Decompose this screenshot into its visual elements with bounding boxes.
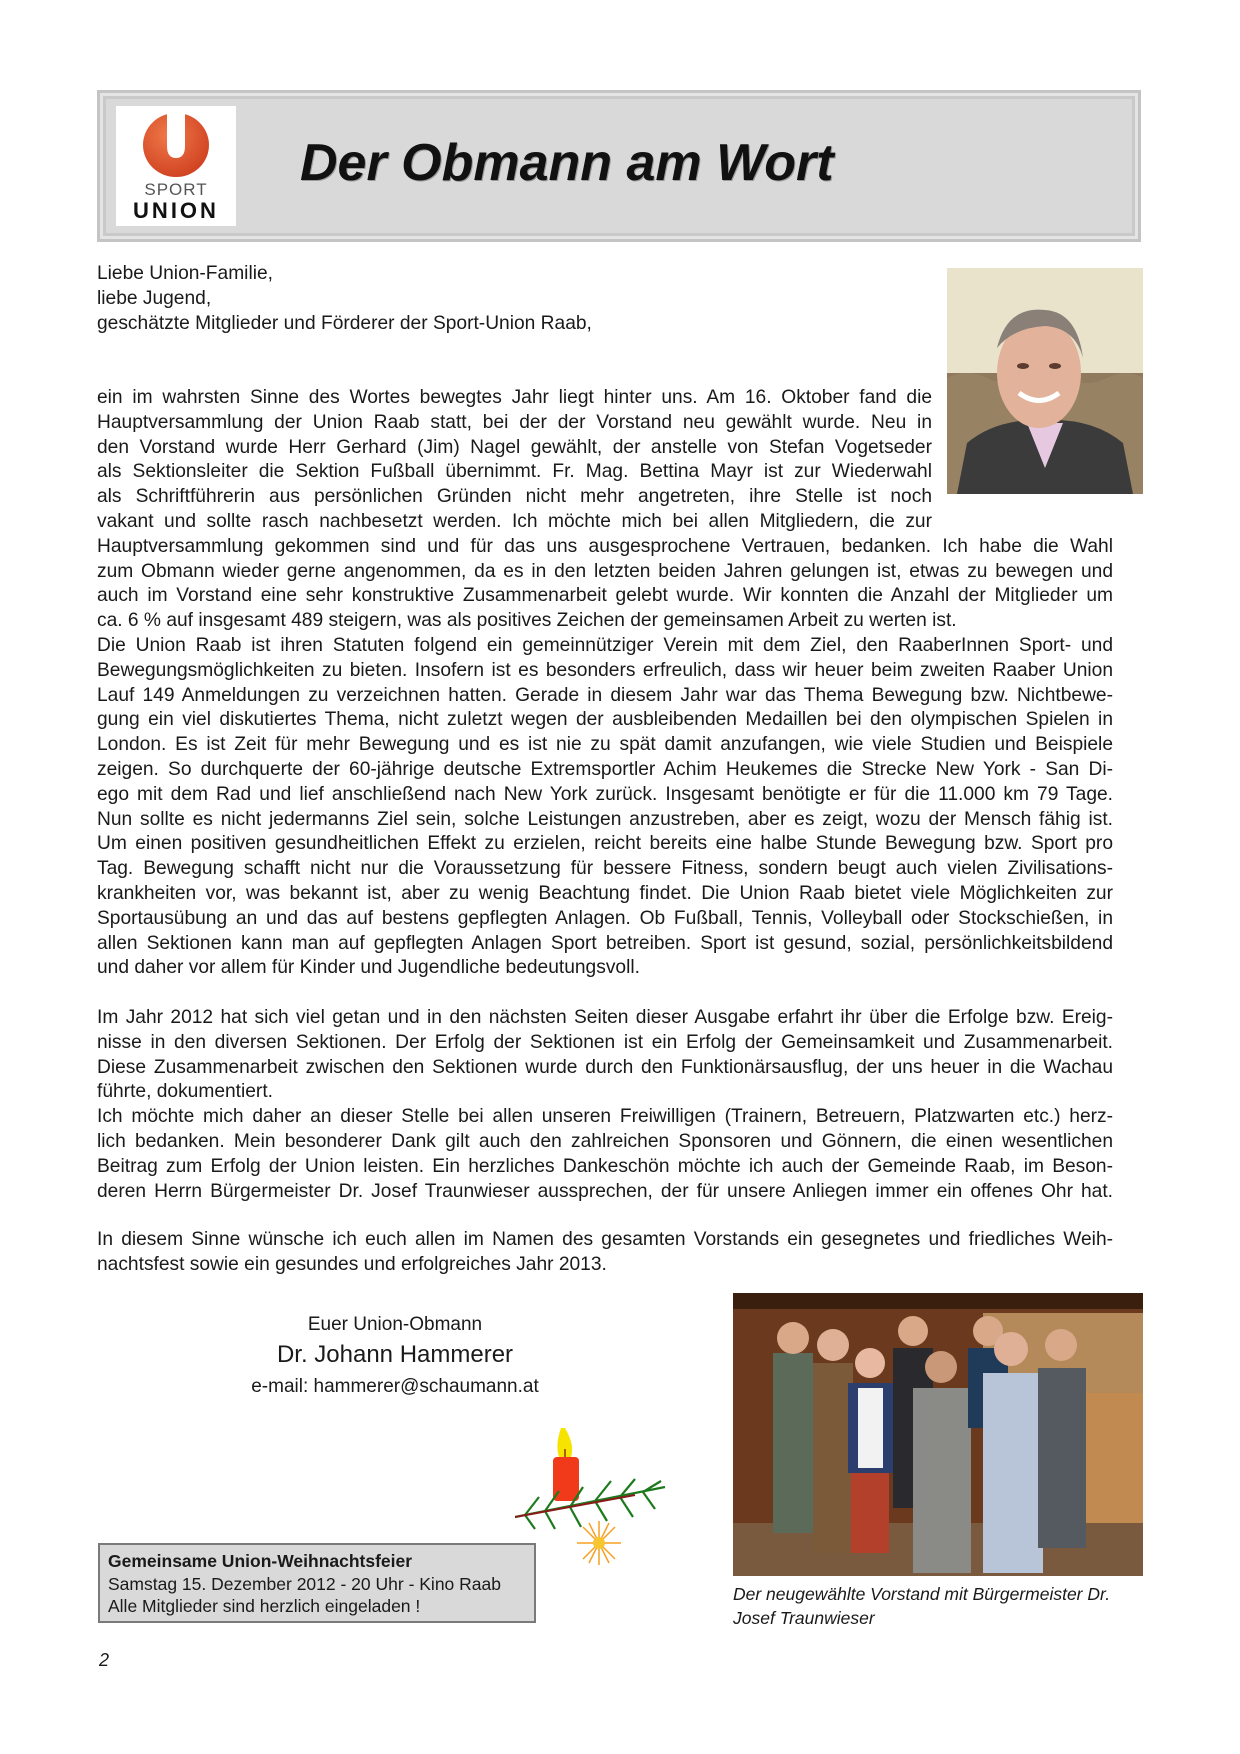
text-line: ein im wahrsten Sinne des Wortes bewegtes Jahr liegt hinter uns. Am 16. Oktober fand die [97,387,932,408]
text-line: Bewegungsmöglichkeiten zu bieten. Insofern ist es besonders erfreulich, dass wir heuer beim zweiten Raaber Union [97,659,1113,681]
text-line: ca. 6 % auf insgesamt 489 steigern, was als positives Zeichen der gemeinsamen Arbeit zu werten ist. [97,610,957,632]
event-invitation: Alle Mitglieder sind herzlich eingeladen ! [108,1596,421,1616]
text-line: Nun sollte es nicht jedermanns Ziel sein, solche Leistungen anzustreben, aber es zeigt, wozu der Mensch fähig ist. [97,808,1113,830]
text-line: ego mit dem Rad und lief anschließend nach New York zurück. Insgesamt benötigte er für die 11.000 km 79 Tage. [97,783,1113,805]
text-line: gung ein viel diskutiertes Thema, nicht zuletzt wegen der ausbleibenden Medaillen bei den olympischen Spielen in [97,709,1113,731]
text-line: Tag. Bewegung schafft nicht nur die Voraussetzung für bessere Fitness, sondern beugt auch vielen Zivilisations- [97,858,1113,880]
text-line: führte, dokumentiert. [97,1081,273,1103]
text-line: den Vorstand wurde Herr Gerhard (Jim) Nagel gewählt, der anstelle von Stefan Vogetseder [97,436,932,458]
text-line: als Schriftführerin aus persönlichen Gründen nicht mehr angetreten, ihre Stelle ist noch [97,486,932,508]
text-line: krankheiten vor, was bekannt ist, aber zu wenig Beachtung findet. Die Union Raab bietet viele Möglichkeiten zur [97,882,1113,904]
text-line: und daher vor allem für Kinder und Jugendliche bedeutungsvoll. [97,957,640,979]
text-line: Ich möchte mich daher an dieser Stelle bei allen unseren Freiwilligen (Trainern, Betreuern, Platzwarten etc.) herz- [97,1106,1113,1128]
greeting-line: geschätzte Mitglieder und Förderer der Sport-Union Raab, [97,312,592,334]
signature-role: Euer Union-Obmann [307,1314,483,1335]
text-line: allen Sektionen kann man auf gepflegten Anlagen Sport betreiben. Sport ist gesund, sozial, persönlichkeitsbildend [97,932,1113,954]
text-line: auch im Vorstand eine sehr konstruktive Zusammenarbeit gelebt wurde. Wir konnten die Anzahl der Mitglieder um [97,585,1113,607]
paragraph-4 [97,1228,1113,1278]
text-line: zum Obmann wieder gerne angenommen, da es in den letzten beiden Jahren gelungen ist, etwas zu bewegen und [97,560,1113,582]
signature-name: Dr. Johann Hammerer [276,1341,514,1368]
logo-text-sport: SPORT [144,180,208,199]
group-photo-caption: Der neugewählte Vorstand mit Bürgermeister Dr. Josef Traunwieser [733,1584,1111,1628]
text-line: Sportausübung an und das auf bestens gepflegten Anlagen. Ob Fußball, Tennis, Volleyball oder Stockschießen, in [97,907,1113,929]
event-announcement-box [98,1543,536,1623]
paragraph-1-wrapped-portion [97,386,932,535]
text-line: Hauptversammlung der Union Raab statt, bei der der Vorstand neu gewählt wurde. Neu in [97,411,932,433]
text-line: London. Es ist Zeit für mehr Bewegung und es ist nie zu spät damit anzufangen, wie viele Studien und Beispiele [97,734,1113,756]
text-line: Im Jahr 2012 hat sich viel getan und in den nächsten Seiten dieser Ausgabe erfahrt ihr über die Erfolge bzw. Ereig- [97,1007,1113,1028]
text-line: In diesem Sinne wünsche ich euch allen im Namen des gesamten Vorstands ein gesegnetes und friedliches Weih- [97,1229,1113,1250]
sport-union-logo [116,106,236,226]
signature-email[interactable]: e-mail: hammerer@schaumann.at [251,1376,539,1397]
event-title: Gemeinsame Union-Weihnachtsfeier [108,1551,413,1571]
group-photo [733,1293,1143,1576]
text-line: Um einen positiven gesundheitlichen Effekt zu erzielen, reicht bereits eine halbe Stunde Bewegung bzw. Sport pro [97,833,1113,855]
text-line: vakant und sollte rasch nachbesetzt werden. Ich möchte mich bei allen Mitgliedern, die zur [97,510,932,532]
paragraph-3 [97,1006,1113,1204]
text-line: Hauptversammlung gekommen sind und für das uns ausgesprochene Vertrauen, bedanken. Ich habe die Wahl [97,535,1113,557]
text-line: nachtsfest sowie ein gesundes und erfolgreiches Jahr 2013. [97,1253,607,1275]
group-photo-image [733,1293,1143,1576]
text-line: Lauf 149 Anmeldungen zu verzeichnen hatten. Gerade in diesem Jahr war das Thema Bewegung bzw. Nichtbewe- [97,684,1113,706]
union-u-icon [141,112,211,178]
text-line: Die Union Raab ist ihren Statuten folgend ein gemeinnütziger Verein mit dem Ziel, den RaaberInnen Sport- und [97,635,1113,656]
page-title: Der Obmann am Wort [300,134,834,192]
text-line: zeigen. So durchquerte der 60-jährige deutsche Extremsportler Achim Heukemes die Strecke New York - San Di- [97,758,1113,780]
page-number: 2 [99,1650,110,1670]
text-line: als Sektionsleiter die Sektion Fußball übernimmt. Fr. Mag. Bettina Mayr ist zur Wiederwahl [97,461,932,483]
text-line: nisse in den diversen Sektionen. Der Erfolg der Sektionen ist ein Erfolg der Gemeinsamkeit und Zusammenarbeit. [97,1031,1113,1053]
greeting-line: Liebe Union-Familie, [97,263,273,284]
text-line: Beitrag zum Erfolg der Union leisten. Ein herzliches Dankeschön möchte ich auch der Gemeinde Raab, im Beson- [97,1155,1113,1177]
header-banner [97,90,1141,242]
logo-text-union: UNION [133,198,219,223]
paragraph-1 [97,386,1113,634]
christmas-candle-icon [515,1425,675,1575]
paragraph-2 [97,634,1113,981]
event-details: Samstag 15. Dezember 2012 - 20 Uhr - Kino Raab [108,1573,501,1594]
text-line: deren Herrn Bürgermeister Dr. Josef Traunwieser aussprechen, der für unsere Anliegen immer ein offenes Ohr hat. [97,1180,1113,1202]
text-line: lich bedanken. Mein besonderer Dank gilt auch den zahlreichen Sponsoren und Gönnern, die einen wesentlichen [97,1130,1113,1152]
greeting-line: liebe Jugend, [97,287,212,309]
text-line: Diese Zusammenarbeit zwischen den Sektionen wurde durch den Funktionärsausflug, der uns heuer in die Wachau [97,1056,1113,1078]
greeting [97,262,592,336]
